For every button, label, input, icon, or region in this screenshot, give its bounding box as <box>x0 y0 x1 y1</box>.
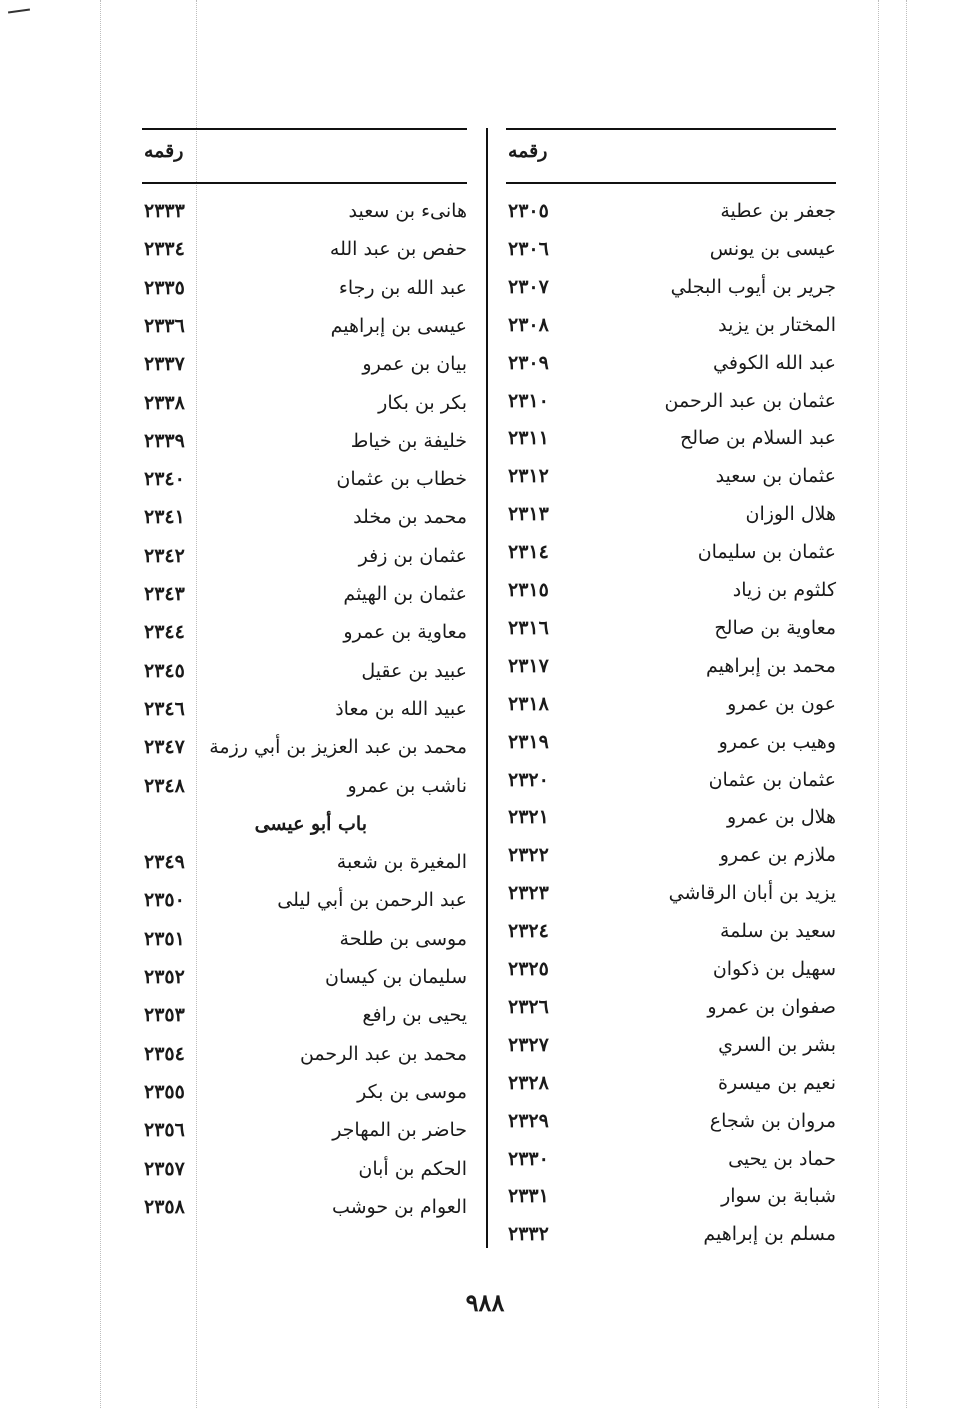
entry-name: ناشب بن عمرو <box>347 774 467 797</box>
entry-name: صفوان بن عمرو <box>707 995 836 1018</box>
entry-number: ٢٣٠٨ <box>508 313 549 336</box>
entry-name: عثمان بن الهيثم <box>343 583 467 605</box>
index-entry <box>142 388 467 424</box>
entry-name: حماد بن يحيى <box>728 1147 836 1170</box>
entry-number: ٢٣١٠ <box>508 389 549 412</box>
index-entry <box>142 617 467 653</box>
entry-number: ٢٣٢٣ <box>508 882 549 905</box>
index-entry <box>506 1219 836 1255</box>
entry-name: هانىء بن سعيد <box>348 200 467 222</box>
entry-name: عيسى بن إبراهيم <box>330 314 467 337</box>
entry-number: ٢٣٥٣ <box>144 1004 185 1027</box>
entry-name: المختار بن يزيد <box>718 313 836 336</box>
entry-name: يزيد بن أبان الرقاشي <box>668 882 836 905</box>
index-entry <box>506 651 836 687</box>
index-entry <box>506 386 836 422</box>
entry-name: مروان بن شجاع <box>709 1109 836 1132</box>
index-entry <box>506 537 836 573</box>
entry-number: ٢٣٣٠ <box>508 1147 549 1170</box>
index-entry <box>506 1030 836 1066</box>
index-entry <box>506 992 836 1028</box>
entry-name: موسى بن طلحة <box>339 927 467 950</box>
entry-number: ٢٣١١ <box>508 427 549 450</box>
entry-name: موسى بن بكر <box>357 1080 467 1103</box>
entry-name: محمد بن عبد العزيز بن أبي رزمة <box>209 736 467 759</box>
entry-number: ٢٣٤١ <box>144 506 185 529</box>
entry-number: ٢٣١٧ <box>508 654 549 677</box>
entry-name: عبيد بن عقيل <box>361 659 467 682</box>
index-entry <box>142 1192 467 1228</box>
index-entry <box>142 464 467 500</box>
entry-number: ٢٣٣٩ <box>144 429 185 452</box>
entry-name: عبد الله الكوفي <box>713 351 836 374</box>
entry-number: ٢٣٥٠ <box>144 889 185 912</box>
index-entry <box>142 1154 467 1190</box>
index-entry <box>506 613 836 649</box>
entry-name: يحيى بن رافع <box>362 1004 467 1027</box>
entry-number: ٢٣٥٧ <box>144 1157 185 1180</box>
entry-name: حفص بن عبد الله <box>329 238 467 261</box>
index-entry <box>506 765 836 801</box>
index-entry <box>142 541 467 577</box>
index-entry <box>506 234 836 270</box>
index-entry <box>142 771 467 807</box>
entry-number: ٢٣١٨ <box>508 692 549 715</box>
entry-name: معاوية بن عمرو <box>343 621 467 644</box>
index-entry <box>142 885 467 921</box>
entry-number: ٢٣٤٥ <box>144 659 185 682</box>
entry-number: ٢٣٠٩ <box>508 351 549 374</box>
index-entry <box>142 1077 467 1113</box>
entry-name: وهيب بن عمرو <box>718 730 836 753</box>
index-entry <box>142 234 467 270</box>
index-entry <box>142 1039 467 1075</box>
entry-name: شبابة بن سوار <box>721 1185 836 1208</box>
index-entry <box>142 732 467 768</box>
index-entry <box>506 954 836 990</box>
index-entry <box>506 1106 836 1142</box>
entry-number: ٢٣٤٢ <box>144 544 185 567</box>
dotted-guide <box>878 0 879 1408</box>
entry-name: العوام بن حوشب <box>331 1195 467 1218</box>
entry-name: كلثوم بن زياد <box>732 579 836 601</box>
entry-name: جعفر بن عطية <box>720 200 836 222</box>
index-entry <box>506 840 836 876</box>
index-entry <box>506 689 836 725</box>
entry-name: عبد الله بن رجاء <box>338 276 467 299</box>
entry-number: ٢٣٣٥ <box>144 276 185 299</box>
entry-number: ٢٣٥٤ <box>144 1042 185 1065</box>
index-entry <box>506 1068 836 1104</box>
index-entry <box>506 499 836 535</box>
entry-number: ٢٣٥٥ <box>144 1080 185 1103</box>
index-entry <box>506 916 836 952</box>
entry-number: ٢٣٣٨ <box>144 391 185 414</box>
entry-number: ٢٣٣١ <box>508 1185 549 1208</box>
section-heading <box>142 809 467 845</box>
index-entry <box>142 656 467 692</box>
index-entry <box>506 802 836 838</box>
entry-number: ٢٣٢٥ <box>508 958 549 980</box>
entry-number: ٢٣٢٧ <box>508 1033 549 1056</box>
entry-name: عثمان بن عثمان <box>708 768 836 791</box>
entry-name: عثمان بن سعيد <box>715 465 836 488</box>
entry-name: هلال الوزان <box>745 503 836 526</box>
entry-number: ٢٣٢٢ <box>508 844 549 867</box>
index-entry <box>506 461 836 497</box>
column-header <box>142 128 467 184</box>
index-entry <box>506 1181 836 1217</box>
entry-name: خطاب بن عثمان <box>336 468 467 491</box>
index-entry <box>506 575 836 611</box>
entry-number: ٢٣٥٨ <box>144 1195 185 1218</box>
index-column-right <box>506 128 836 1246</box>
entry-name: عبد الرحمن بن أبي ليلى <box>277 889 467 912</box>
entry-number: ٢٣٥١ <box>144 927 185 950</box>
entry-number: ٢٣١٦ <box>508 616 549 639</box>
entry-number: ٢٣٣٦ <box>144 314 185 337</box>
index-entry <box>506 423 836 459</box>
dotted-guide <box>906 0 907 1408</box>
entry-number: ٢٣٥٢ <box>144 966 185 988</box>
entry-name: عبد السلام بن صالح <box>679 427 836 450</box>
entry-name: سهيل بن ذكوان <box>712 958 836 980</box>
entry-name: عيسى بن يونس <box>709 237 836 260</box>
entry-number: ٢٣١٤ <box>508 541 549 564</box>
index-entry <box>142 579 467 615</box>
index-entry <box>142 273 467 309</box>
dotted-guide <box>100 0 101 1408</box>
entry-number: ٢٣٥٦ <box>144 1119 185 1142</box>
entry-number: ٢٣٤٧ <box>144 736 185 759</box>
column-header <box>506 128 836 184</box>
entry-name: معاوية بن صالح <box>714 616 836 639</box>
index-entry <box>506 348 836 384</box>
entry-name: الحكم بن أبان <box>358 1157 467 1180</box>
entry-number: ٢٣٣٧ <box>144 353 185 376</box>
entry-name: بشر بن السري <box>718 1033 836 1056</box>
entry-name: مسلم بن إبراهيم <box>703 1223 836 1246</box>
index-entry <box>142 502 467 538</box>
index-entry <box>142 426 467 462</box>
page-number: ٩٨٨ <box>465 1288 505 1317</box>
entry-number: ٢٣١٢ <box>508 465 549 488</box>
entry-number: ٢٣٠٦ <box>508 237 549 260</box>
entry-name: بيان بن عمرو <box>362 353 467 376</box>
entry-number: ٢٣١٣ <box>508 503 549 526</box>
entry-name: محمد بن مخلد <box>353 506 467 529</box>
entry-name: سعيد بن سلمة <box>719 920 836 943</box>
entry-number: ٢٣٤٨ <box>144 774 185 797</box>
index-entry <box>506 727 836 763</box>
index-entry <box>506 196 836 232</box>
entry-name: عون بن عمرو <box>727 692 836 715</box>
entry-number: ٢٣٢٤ <box>508 920 549 943</box>
index-column-left <box>142 128 467 1218</box>
index-entry <box>142 847 467 883</box>
index-entry <box>142 694 467 730</box>
entry-number: ٢٣١٥ <box>508 579 549 601</box>
index-entry <box>506 310 836 346</box>
entry-name: باب أبو عيسى <box>254 812 367 835</box>
index-entry <box>506 1144 836 1180</box>
entry-number: ٢٣٢٦ <box>508 995 549 1018</box>
entry-name: خليفة بن خياط <box>350 429 467 452</box>
number-column-label: رقمه <box>144 140 184 162</box>
entry-number: ٢٣٢٩ <box>508 1109 549 1132</box>
index-entry <box>506 878 836 914</box>
entry-name: بكر بن بكار <box>378 391 467 414</box>
index-entry <box>142 311 467 347</box>
entry-number: ٢٣١٩ <box>508 730 549 753</box>
index-entry <box>142 349 467 385</box>
entry-name: المغيرة بن شعبة <box>336 851 467 874</box>
entry-number: ٢٣٠٧ <box>508 275 549 298</box>
entry-name: سليمان بن كيسان <box>325 966 467 988</box>
entry-number: ٢٣٣٤ <box>144 238 185 261</box>
entry-number: ٢٣٠٥ <box>508 200 549 222</box>
entry-name: عثمان بن زفر <box>358 544 467 567</box>
entry-number: ٢٣٣٢ <box>508 1223 549 1246</box>
entry-number: ٢٣٢٨ <box>508 1071 549 1094</box>
entry-name: عبيد الله بن معاذ <box>335 697 467 720</box>
index-entry <box>142 1115 467 1151</box>
index-entry <box>506 272 836 308</box>
entry-number: ٢٣٢١ <box>508 806 549 829</box>
entry-number: ٢٣٣٣ <box>144 200 185 222</box>
entry-name: نعيم بن ميسرة <box>718 1071 836 1094</box>
index-entry <box>142 1000 467 1036</box>
index-entry <box>142 962 467 998</box>
entry-number: ٢٣٤٣ <box>144 583 185 605</box>
entry-name: محمد بن عبد الرحمن <box>299 1042 467 1065</box>
entry-name: حاضر بن المهاجر <box>332 1119 467 1142</box>
number-column-label: رقمه <box>508 140 548 162</box>
entry-name: محمد بن إبراهيم <box>706 654 836 677</box>
column-divider <box>486 128 488 1248</box>
entry-name: جرير بن أيوب البجلي <box>670 275 836 298</box>
entry-name: عثمان بن عبد الرحمن <box>664 389 836 412</box>
index-entry <box>142 924 467 960</box>
entry-number: ٢٣٤٤ <box>144 621 185 644</box>
entry-number: ٢٣٤٩ <box>144 851 185 874</box>
entry-number: ٢٣٤٠ <box>144 468 185 491</box>
scan-mark <box>8 8 30 13</box>
entry-number: ٢٣٤٦ <box>144 697 185 720</box>
index-entry <box>142 196 467 232</box>
entry-name: ملازم بن عمرو <box>719 844 836 867</box>
entry-name: هلال بن عمرو <box>727 806 836 829</box>
entry-name: عثمان بن سليمان <box>697 541 836 564</box>
entry-number: ٢٣٢٠ <box>508 768 549 791</box>
